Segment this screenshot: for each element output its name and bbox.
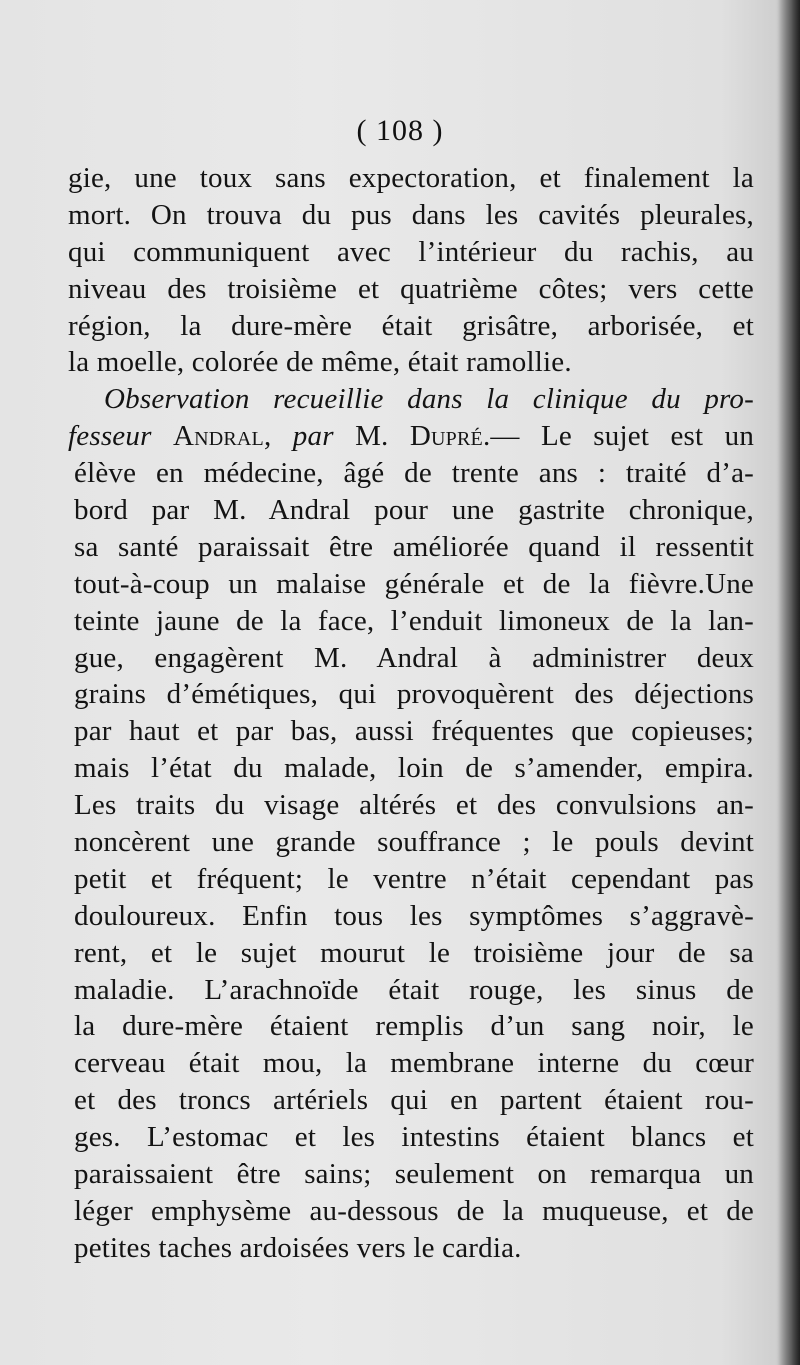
text-line: petites taches ardoisées vers le cardia. (74, 1231, 522, 1264)
text-line: gue, engagèrent M. Andral à administrer deux (74, 641, 754, 674)
text-line: la dure-mère étaient remplis d’un sang noir, le (74, 1010, 754, 1043)
par-word: par (292, 420, 334, 453)
text-line: cerveau était mou, la membrane interne du cœur (74, 1047, 754, 1080)
text-line: teinte jaune de la face, l’enduit limoneux de la lan- (74, 604, 754, 637)
text-line: tout-à-coup un malaise générale et de la fièvre.Une (74, 567, 754, 600)
text-line: et des troncs artériels qui en partent étaient rou- (74, 1084, 754, 1117)
text-line: douloureux. Enfin tous les symptômes s’aggravè- (74, 899, 754, 932)
text-line: qui communiquent avec l’intérieur du rachis, au (68, 235, 754, 268)
text-line: élève en médecine, âgé de trente ans : traité d’a- (74, 457, 754, 490)
author-dupre: M. Dupré (355, 420, 483, 453)
page-edge-shadow (778, 0, 800, 1365)
text-line: la moelle, colorée de même, était ramollie. (68, 346, 572, 379)
observation-continuation: .— Le sujet est un (482, 420, 755, 453)
observation-title-line: Observation recueillie dans la clinique du pro- (104, 383, 754, 416)
body-text (68, 160, 754, 1267)
text-line: niveau des troisième et quatrième côtes; vers cette (68, 272, 754, 305)
text-line: par haut et par bas, aussi fréquentes que copieuses; (74, 715, 754, 748)
text-line: paraissaient être sains; seulement on remarqua un (74, 1158, 754, 1191)
text-line: mais l’état du malade, loin de s’amender, empira. (74, 752, 754, 785)
text-line: rent, et le sujet mourut le troisième jour de sa (74, 936, 754, 969)
text-line: gie, une toux sans expectoration, et finalement la (68, 162, 754, 194)
text-line: bord par M. Andral pour une gastrite chronique, (74, 494, 754, 527)
observation-attribution-line: fesseur Andral, par M. Dupré.— Le sujet est un (68, 420, 755, 453)
observation-title-end: fesseur (68, 420, 152, 453)
text-line: région, la dure-mère était grisâtre, arborisée, et (68, 309, 754, 342)
text-line: sa santé paraissait être améliorée quand il ressentit (74, 530, 754, 563)
text-line: maladie. L’arachnoïde était rouge, les sinus de (74, 973, 754, 1006)
author-andral: Andral (172, 420, 264, 453)
text-line: grains d’émétiques, qui provoquèrent des déjections (74, 678, 754, 711)
text-line: Les traits du visage altérés et des convulsions an- (74, 789, 754, 822)
text-line: noncèrent une grande souffrance ; le pouls devint (74, 826, 754, 859)
text-line: petit et fréquent; le ventre n’était cependant pas (74, 862, 754, 895)
text-line: ges. L’estomac et les intestins étaient blancs et (74, 1121, 754, 1154)
text-line: léger emphysème au-dessous de la muqueuse, et de (74, 1194, 754, 1227)
text-line: mort. On trouva du pus dans les cavités pleurales, (68, 198, 754, 231)
page-number: ( 108 ) (356, 114, 444, 147)
